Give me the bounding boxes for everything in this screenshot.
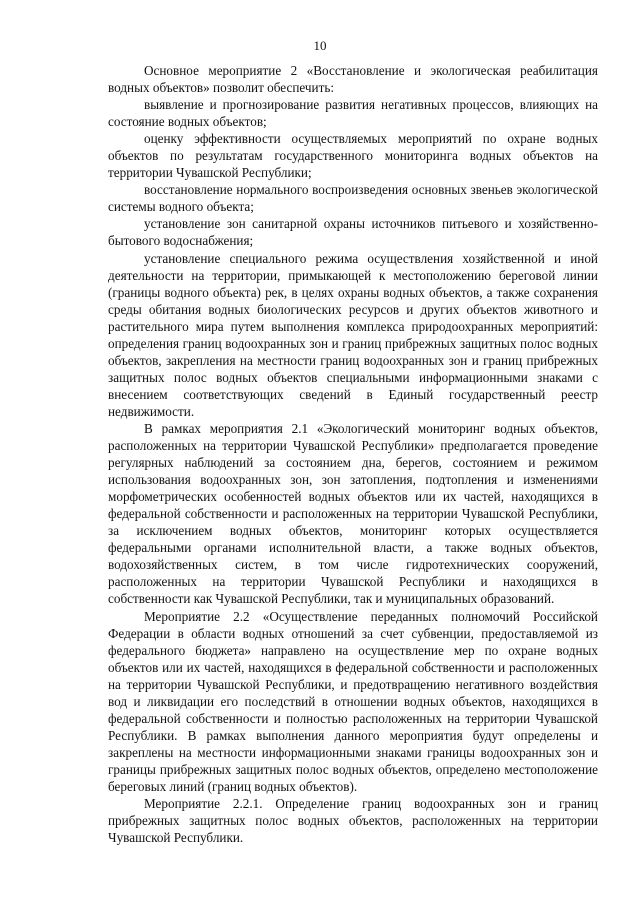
paragraph: Мероприятие 2.2.1. Определение границ водоохранных зон и границ прибрежных защитных полос водных объектов, расположенных на территории Чувашской Республики. bbox=[108, 796, 598, 846]
page-number: 10 bbox=[313, 38, 327, 53]
paragraph: оценку эффективности осуществляемых мероприятий по охране водных объектов по результатам государственного мониторинга водных объектов на территории Чувашской Республики; bbox=[108, 131, 598, 181]
paragraph: выявление и прогнозирование развития негативных процессов, влияющих на состояние водных объектов; bbox=[108, 97, 598, 130]
paragraph: восстановление нормального воспроизведения основных звеньев экологической системы водного объекта; bbox=[108, 182, 598, 215]
paragraph: Мероприятие 2.2 «Осуществление переданных полномочий Российской Федерации в области водных отношений за счет субвенции, предоставляемой из федерального бюджета» направлено на осуществление мер по охране водных объектов или их частей, находящихся в федеральной собственности и расположенных на территории Чувашской Республики, и предотвращению негативного воздействия вод и ликвидации его последствий в отношении водных объектов, находящихся в федеральной собственности и полностью расположенных на территории Чувашской Республики. В рамках выполнения данного мероприятия будут определены и закреплены на местности информационными знаками границы водоохранных зон и границы прибрежных защитных полос водных объектов, определено местоположение береговых линий (границ водных объектов). bbox=[108, 608, 598, 794]
paragraph: установление зон санитарной охраны источников питьевого и хозяйственно-бытового водоснабжения; bbox=[108, 216, 598, 249]
paragraph: Основное мероприятие 2 «Восстановление и экологическая реабилитация водных объектов» позволит обеспечить: bbox=[108, 63, 598, 96]
document-body bbox=[108, 62, 598, 846]
paragraph: установление специального режима осуществления хозяйственной и иной деятельности на территории, примыкающей к местоположению береговой линии (границы водного объекта) рек, в целях охраны водных объектов, а также сохранения среды обитания водных биологических ресурсов и других объектов животного и растительного мира путем выполнения комплекса природоохранных мероприятий: определения границ водоохранных зон и границ прибрежных защитных полос водных объектов, закрепления на местности границ водоохранных зон и границ прибрежных защитных полос водных объектов специальными информационными знаками с внесением соответствующих сведений в Единый государственный реестр недвижимости. bbox=[108, 250, 598, 419]
paragraph: В рамках мероприятия 2.1 «Экологический мониторинг водных объектов, расположенных на территории Чувашской Республики» предполагается проведение регулярных наблюдений за состоянием дна, берегов, состоянием и режимом использования водоохранных зон, зон затопления, подтопления и изменениями морфометрических особенностей водных объектов или их частей, находящихся в федеральной собственности и расположенных на территории Чувашской Республики, за исключением водных объектов, мониторинг которых осуществляется федеральными органами исполнительной власти, а также водных объектов, водохозяйственных систем, в том числе гидротехнических сооружений, расположенных на территории Чувашской Республики и находящихся в собственности как Чувашской Республики, так и муниципальных образований. bbox=[108, 420, 598, 607]
